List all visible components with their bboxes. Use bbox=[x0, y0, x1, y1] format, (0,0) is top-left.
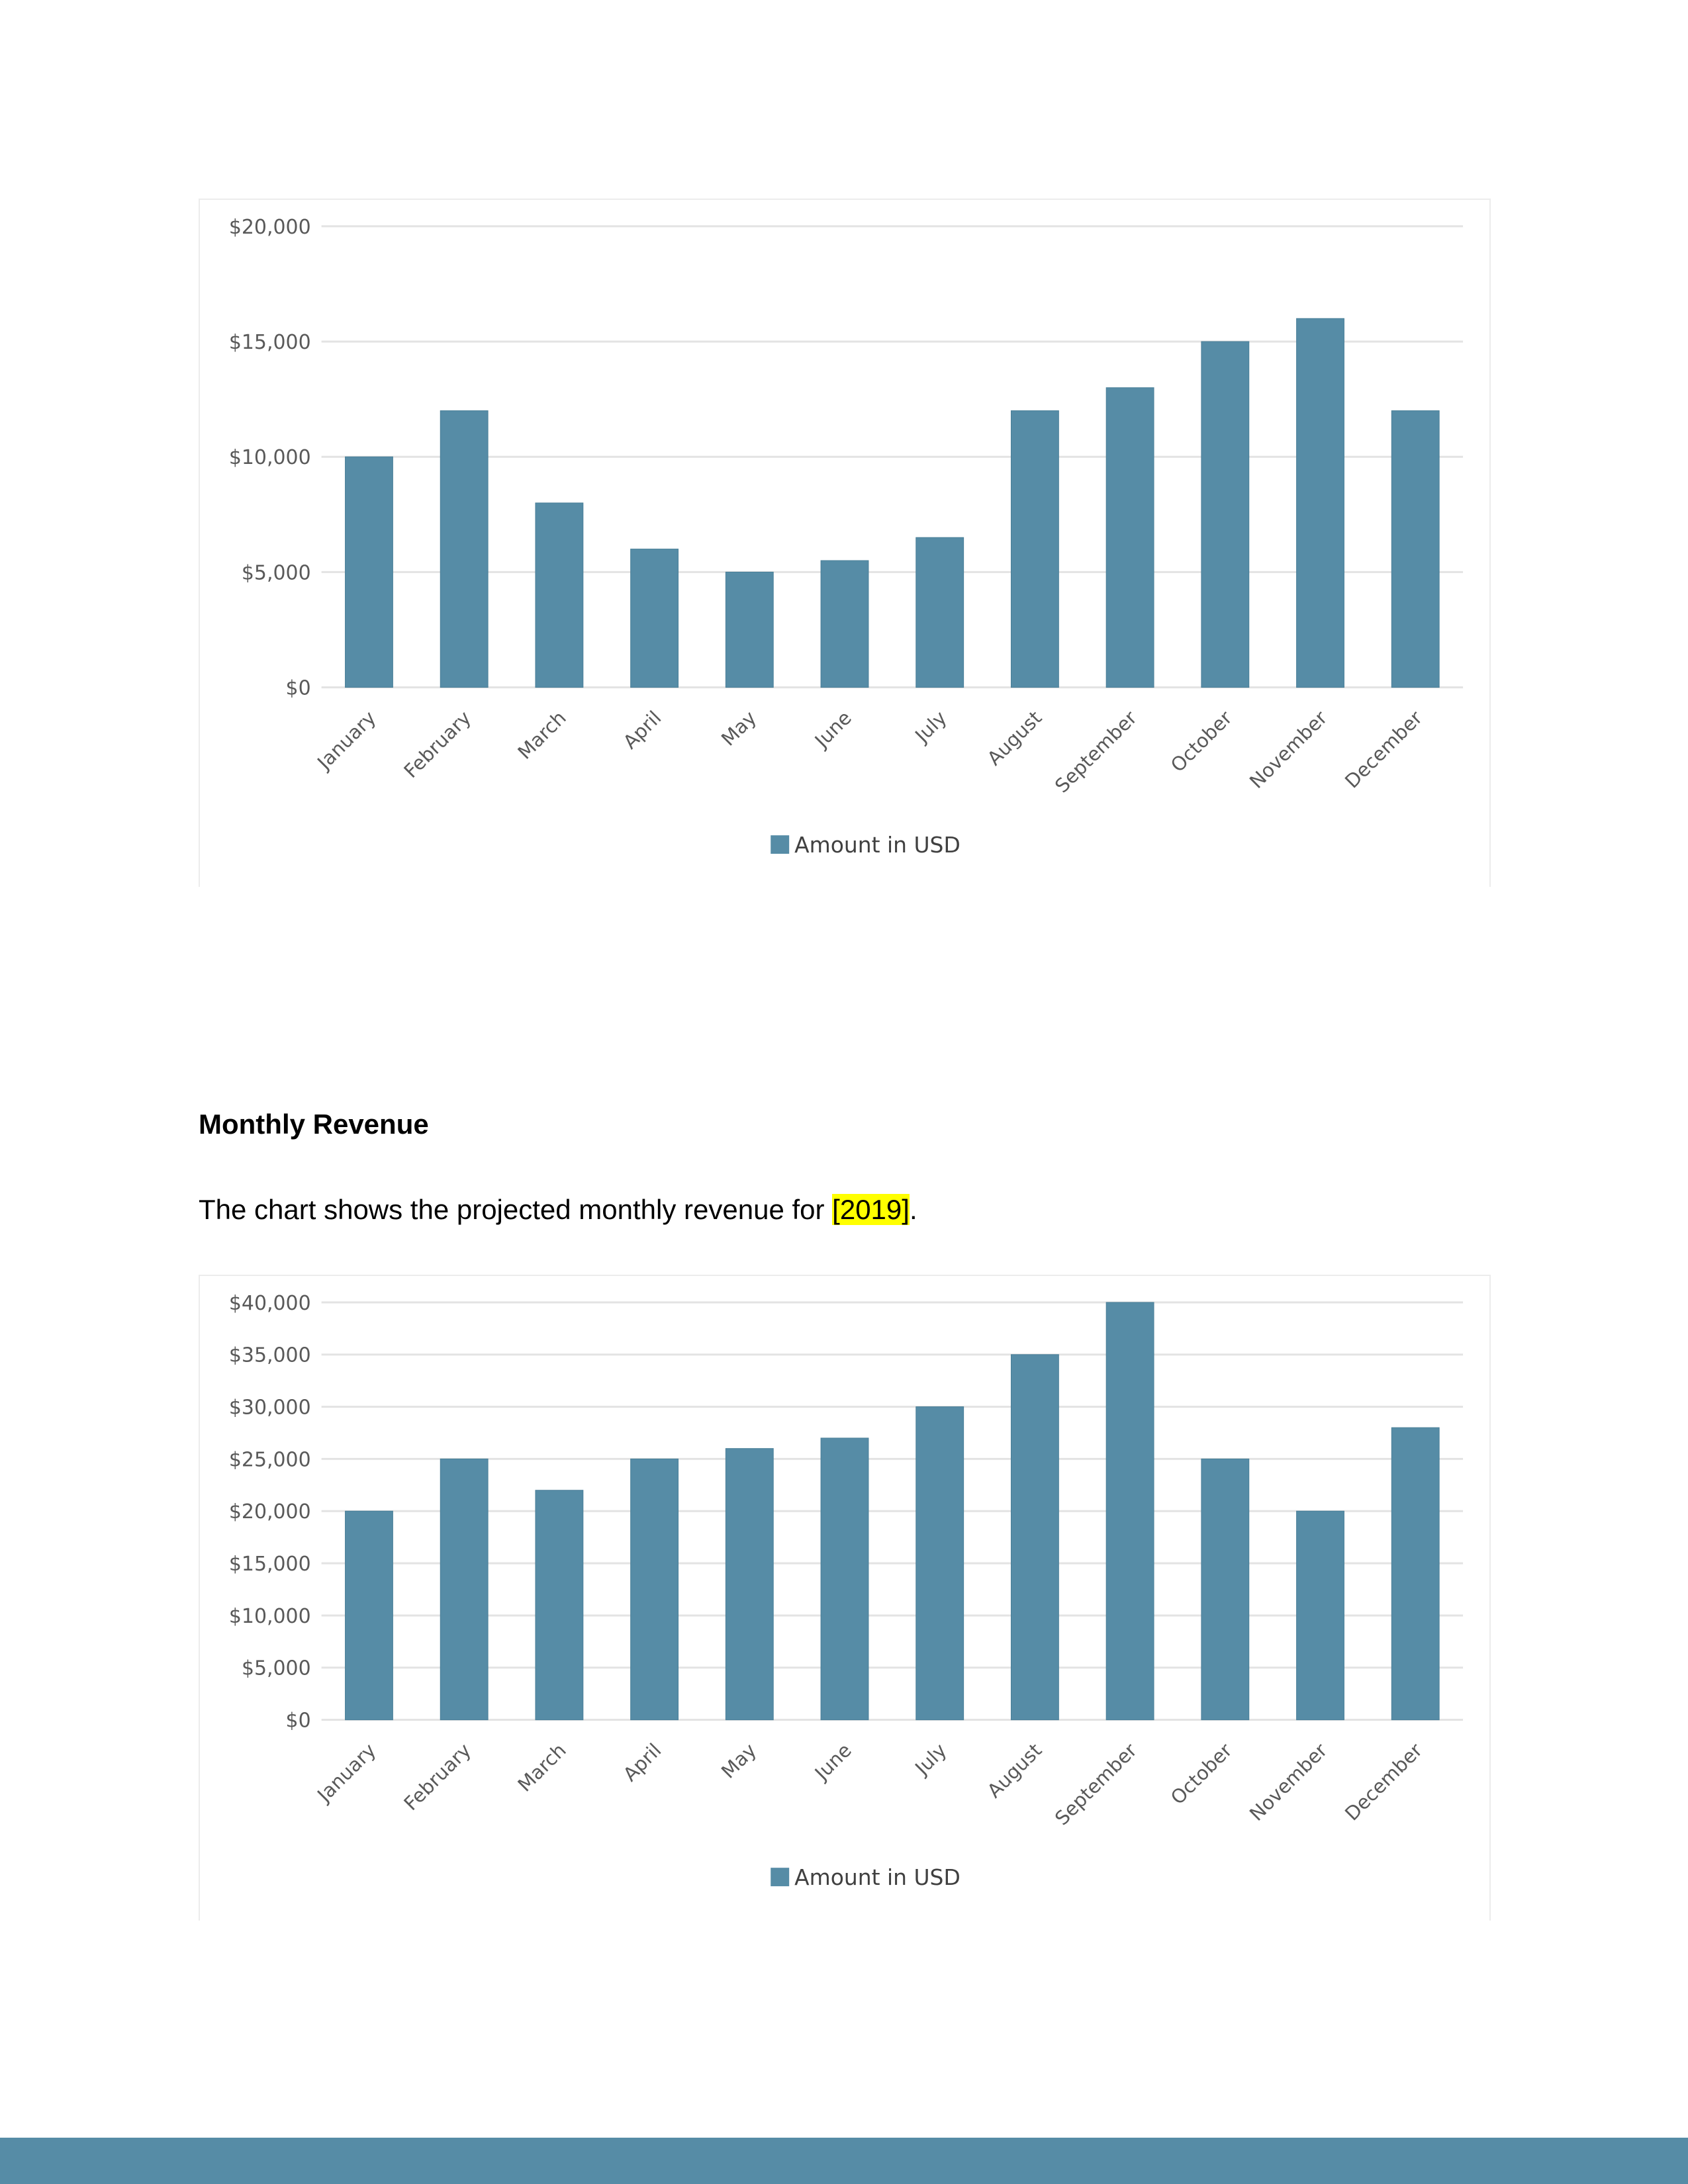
x-tick-label: April bbox=[618, 1739, 666, 1786]
y-tick-label: $15,000 bbox=[228, 1553, 311, 1576]
expenses-bar-chart bbox=[200, 200, 1489, 887]
x-tick-label: November bbox=[1244, 706, 1332, 793]
x-tick-label: February bbox=[399, 706, 476, 783]
expenses-chart bbox=[199, 199, 1491, 887]
y-tick-label: $20,000 bbox=[228, 215, 311, 239]
bar-june bbox=[821, 1438, 868, 1720]
bar-august bbox=[1011, 1355, 1058, 1720]
x-tick-label: May bbox=[716, 1739, 761, 1783]
year-highlight: [2019] bbox=[832, 1194, 910, 1225]
x-tick-label: January bbox=[312, 706, 381, 774]
x-tick-label: August bbox=[982, 706, 1047, 770]
footer-bar bbox=[0, 2138, 1688, 2184]
x-tick-label: August bbox=[982, 1739, 1047, 1803]
x-tick-label: April bbox=[618, 706, 666, 754]
y-tick-label: $10,000 bbox=[228, 1604, 311, 1628]
y-tick-label: $35,000 bbox=[228, 1343, 311, 1367]
x-tick-label: July bbox=[910, 706, 951, 747]
x-tick-label: June bbox=[810, 706, 856, 752]
bar-may bbox=[726, 572, 773, 687]
y-tick-label: $0 bbox=[285, 676, 311, 700]
bar-july bbox=[916, 537, 964, 687]
bar-march bbox=[536, 1490, 583, 1720]
legend-swatch bbox=[771, 835, 789, 854]
bar-march bbox=[536, 503, 583, 688]
x-tick-label: October bbox=[1166, 706, 1237, 777]
x-tick-label: July bbox=[910, 1739, 951, 1780]
bar-june bbox=[821, 561, 868, 688]
x-tick-label: March bbox=[513, 706, 571, 764]
section-heading: Monthly Revenue bbox=[199, 1109, 429, 1140]
y-tick-label: $10,000 bbox=[228, 446, 311, 470]
y-tick-label: $5,000 bbox=[241, 561, 311, 585]
y-tick-label: $20,000 bbox=[228, 1500, 311, 1524]
bar-december bbox=[1391, 1428, 1439, 1719]
bar-august bbox=[1011, 411, 1058, 688]
bar-april bbox=[631, 549, 679, 688]
x-tick-label: March bbox=[513, 1739, 571, 1796]
legend-swatch bbox=[771, 1868, 789, 1886]
x-tick-label: December bbox=[1340, 706, 1427, 793]
revenue-chart bbox=[199, 1275, 1491, 1921]
x-tick-label: May bbox=[716, 706, 761, 751]
x-tick-label: June bbox=[810, 1739, 856, 1785]
y-tick-label: $15,000 bbox=[228, 331, 311, 355]
y-tick-label: $40,000 bbox=[228, 1291, 311, 1315]
y-tick-label: $25,000 bbox=[228, 1448, 311, 1472]
bar-october bbox=[1201, 341, 1249, 687]
section-paragraph bbox=[199, 1193, 917, 1227]
revenue-bar-chart bbox=[200, 1276, 1489, 1921]
x-tick-label: February bbox=[399, 1739, 476, 1815]
x-tick-label: October bbox=[1166, 1739, 1237, 1809]
bar-january bbox=[346, 457, 393, 687]
bar-november bbox=[1297, 1511, 1344, 1719]
bar-july bbox=[916, 1407, 964, 1720]
bar-april bbox=[631, 1459, 679, 1719]
bar-september bbox=[1106, 1302, 1154, 1720]
bar-september bbox=[1106, 388, 1154, 688]
paragraph-end: . bbox=[909, 1194, 917, 1225]
bar-november bbox=[1297, 318, 1344, 687]
bar-january bbox=[346, 1511, 393, 1719]
x-tick-label: September bbox=[1050, 1739, 1142, 1830]
legend-label: Amount in USD bbox=[794, 832, 961, 858]
bar-october bbox=[1201, 1459, 1249, 1719]
x-tick-label: January bbox=[312, 1739, 381, 1807]
y-tick-label: $30,000 bbox=[228, 1396, 311, 1420]
bar-december bbox=[1391, 411, 1439, 688]
x-tick-label: September bbox=[1050, 706, 1142, 797]
paragraph-text: The chart shows the projected monthly revenue for bbox=[199, 1194, 833, 1225]
legend-label: Amount in USD bbox=[794, 1864, 961, 1891]
bar-february bbox=[440, 1459, 488, 1719]
x-tick-label: November bbox=[1244, 1739, 1332, 1825]
bar-may bbox=[726, 1449, 773, 1720]
y-tick-label: $5,000 bbox=[241, 1657, 311, 1680]
y-tick-label: $0 bbox=[285, 1709, 311, 1733]
bar-february bbox=[440, 411, 488, 688]
x-tick-label: December bbox=[1340, 1739, 1427, 1825]
